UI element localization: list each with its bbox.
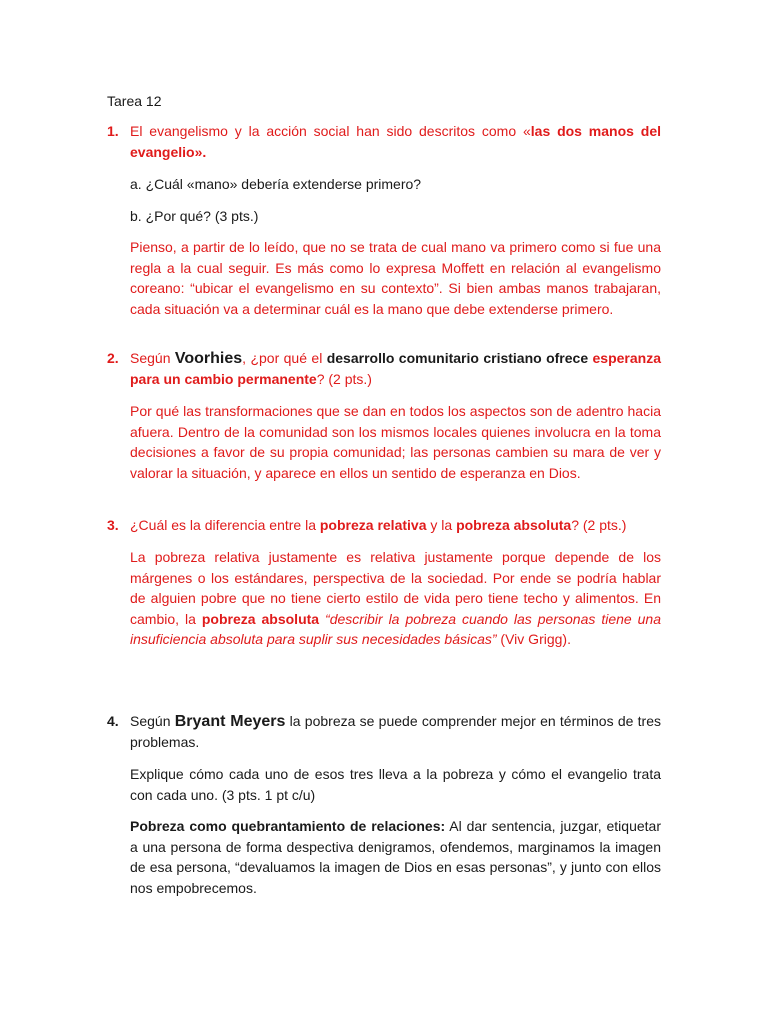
answer-text: Al dar sentencia, juzgar, etiquetar a una persona de forma despectiva denigramos, ofendemos, marginamos la imagen de esa persona, “devaluamos la imagen de Dios en esas personas”, y junto con ellos nos empobrecemos. xyxy=(130,818,661,896)
question-text-part: Según xyxy=(130,350,175,366)
question-text xyxy=(130,711,661,753)
document-title: Tarea 12 xyxy=(107,93,162,109)
answer-label: Pobreza como quebrantamiento de relaciones: xyxy=(130,818,446,834)
author-name: Voorhies xyxy=(174,350,243,367)
question-emphasis: esperanza para un cambio permanente xyxy=(130,350,661,387)
question-text-part: ¿Cuál es la diferencia entre la xyxy=(130,517,320,533)
answer-2: Por qué las transformaciones que se dan en todos los aspectos son de adentro hacia afuera. Dentro de la comunidad son los mismos locales quienes involucra en la toma decisiones a favor de su propia comunidad; las personas cambien su mara de ver y valorar la situación, y aparece en ellos un sentido de esperanza en Dios. xyxy=(130,403,661,481)
question-emphasis: pobreza relativa xyxy=(319,517,427,533)
question-text xyxy=(130,121,661,163)
sub-question-b: b. ¿Por qué? (3 pts.) xyxy=(130,207,259,224)
question-number: 3. xyxy=(107,517,119,533)
question-text-part: la pobreza se puede comprender mejor en términos de tres problemas. xyxy=(130,713,662,750)
answer-3 xyxy=(130,547,661,650)
question-number: 4. xyxy=(107,713,119,729)
author-name: Bryant Meyers xyxy=(174,713,286,730)
question-text xyxy=(130,348,661,390)
instruction: Explique cómo cada uno de esos tres lleva a la pobreza y cómo el evangelio trata con cada uno. (3 pts. 1 pt c/u) xyxy=(130,766,661,803)
question-text-part: El evangelismo y la acción social han sido descritos como « xyxy=(130,123,531,139)
answer-emphasis: pobreza absoluta xyxy=(201,610,320,627)
question-2 xyxy=(107,348,661,483)
answer-1: Pienso, a partir de lo leído, que no se trata de cual mano va primero como si fue una regla a la cual seguir. Es más como lo expresa Moffett en relación al evangelismo coreano: “ubicar el evangelismo en su contexto”. Si bien ambas manos trabajaran, cada situación va a determinar cuál es la mano que debe extenderse primero. xyxy=(130,239,661,317)
question-3 xyxy=(107,515,661,650)
question-text-part: ? (2 pts.) xyxy=(571,517,627,533)
question-number: 2. xyxy=(107,350,119,366)
question-text xyxy=(130,515,661,536)
question-text-part: , ¿por qué el xyxy=(242,350,327,366)
answer-citation: (Viv Grigg). xyxy=(496,631,571,647)
question-text-part: ? (2 pts.) xyxy=(316,371,372,387)
question-text-part: Según xyxy=(130,713,175,729)
question-text-part: y la xyxy=(426,517,457,533)
sub-question-a: a. ¿Cuál «mano» debería extenderse primero? xyxy=(130,176,422,192)
question-emphasis: las dos manos del evangelio». xyxy=(130,123,662,160)
answer-4 xyxy=(130,816,661,898)
question-emphasis: pobreza absoluta xyxy=(456,517,572,533)
question-1 xyxy=(107,121,661,319)
answer-quote: “describir la pobreza cuando las personas tiene una insuficiencia absoluta para suplir sus necesidades básicas” xyxy=(130,610,662,647)
answer-text: La pobreza relativa justamente es relativa justamente porque depende de los márgenes o los estándares, perspectiva de la sociedad. Por ende se podría hablar de alguien pobre que no tiene cierto estilo de vida pero tiene techo y alimentos. En cambio, la xyxy=(130,549,661,627)
question-emphasis: desarrollo comunitario cristiano ofrece xyxy=(326,350,593,366)
question-4 xyxy=(107,711,661,898)
question-number: 1. xyxy=(107,123,119,139)
